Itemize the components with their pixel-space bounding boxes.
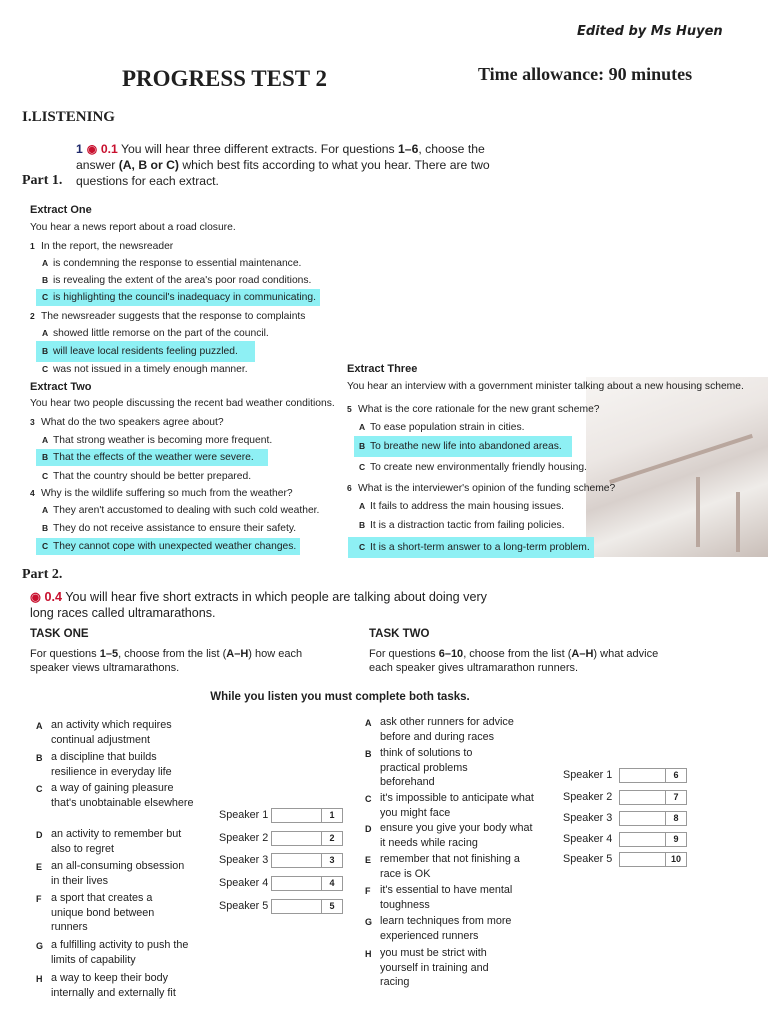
extract-two-context: You hear two people discussing the recent bad weather conditions. xyxy=(30,398,335,409)
q3-option-c[interactable]: C That the country should be better prepared. xyxy=(42,471,252,482)
task-one-title: TASK ONE xyxy=(30,628,89,640)
question-1: 1 In the report, the newsreader xyxy=(30,241,174,252)
speaker-answer-box[interactable]: Speaker 4 4 xyxy=(219,876,341,891)
list-item: B think of solutions to practical problems beforehand xyxy=(365,747,473,788)
editor-credit: Edited by Ms Huyen xyxy=(577,24,723,39)
q2-option-a[interactable]: A showed little remorse on the part of the council. xyxy=(42,328,269,339)
snow-photo xyxy=(586,377,768,557)
time-allowance: Time allowance: 90 minutes xyxy=(478,64,693,84)
q2-option-b[interactable]: B will leave local residents feeling puzzled. xyxy=(36,341,255,362)
q5-option-a[interactable]: A To ease population strain in cities. xyxy=(359,422,525,433)
task-two-title: TASK TWO xyxy=(369,628,430,640)
q1-option-a[interactable]: A is condemning the response to essential maintenance. xyxy=(42,258,302,269)
list-item: F it's essential to have mental toughness xyxy=(365,884,513,911)
q6-option-b[interactable]: B It is a distraction tactic from failing policies. xyxy=(359,520,565,531)
list-item: G learn techniques from more experienced runners xyxy=(365,915,512,942)
list-item: E an all-consuming obsession in their lives xyxy=(36,860,185,887)
speaker-answer-box[interactable]: Speaker 3 3 xyxy=(219,853,341,868)
task-two-desc: For questions 6–10, choose from the list (A–H) what advice each speaker gives ultramarathon runners. xyxy=(369,648,659,674)
question-4: 4 Why is the wildlife suffering so much from the weather? xyxy=(30,488,293,499)
q5-option-c[interactable]: C To create new environmentally friendly housing. xyxy=(359,462,587,473)
speaker-answer-box[interactable]: Speaker 3 8 xyxy=(563,811,685,826)
list-item: G a fulfilling activity to push the limits of capability xyxy=(36,939,189,966)
speaker-answer-box[interactable]: Speaker 2 2 xyxy=(219,831,341,846)
list-item: D ensure you give your body what it needs while racing xyxy=(365,822,533,849)
q3-option-b[interactable]: B That the effects of the weather were severe. xyxy=(36,449,268,466)
audio-track-icon[interactable]: ◉ 0.4 xyxy=(30,590,63,604)
speaker-answer-box[interactable]: Speaker 1 1 xyxy=(219,808,341,823)
list-item: A an activity which requires continual adjustment xyxy=(36,719,172,746)
part2-instruction: ◉ 0.4 You will hear five short extracts in which people are talking about doing very long races called ultramarathons. xyxy=(30,590,487,620)
list-item: A ask other runners for advice before and during races xyxy=(365,716,514,743)
list-item: F a sport that creates a unique bond between runners xyxy=(36,892,155,933)
q5-option-b[interactable]: B To breathe new life into abandoned areas. xyxy=(354,436,572,457)
extract-one-title: Extract One xyxy=(30,204,92,216)
part2-label: Part 2. xyxy=(22,567,63,582)
audio-track-icon[interactable]: ◉ 0.1 xyxy=(86,142,118,156)
list-item: E remember that not finishing a race is OK xyxy=(365,853,520,880)
question-number: 1 xyxy=(76,142,83,156)
list-item: B a discipline that builds resilience in everyday life xyxy=(36,751,172,778)
q2-option-c[interactable]: C was not issued in a timely enough manner. xyxy=(42,364,248,375)
question-2: 2 The newsreader suggests that the response to complaints xyxy=(30,311,306,322)
list-item: H a way to keep their body internally and externally fit xyxy=(36,972,176,999)
part1-label: Part 1. xyxy=(22,173,63,188)
q4-option-c[interactable]: C They cannot cope with unexpected weather changes. xyxy=(36,538,300,555)
q4-option-a[interactable]: A They aren't accustomed to dealing with such cold weather. xyxy=(42,505,320,516)
list-item: D an activity to remember but also to regret xyxy=(36,828,182,855)
part1-instruction: 1 ◉ 0.1 You will hear three different extracts. For questions 1–6, choose the answer (A, B or C) which best fits according to what you hear. There are two questions for each extract. xyxy=(76,142,490,188)
extract-two-title: Extract Two xyxy=(30,381,92,393)
q1-option-c[interactable]: C is highlighting the council's inadequacy in communicating. xyxy=(36,289,320,306)
question-3: 3 What do the two speakers agree about? xyxy=(30,417,224,428)
list-item: C it's impossible to anticipate what you might face xyxy=(365,792,534,819)
list-item: C a way of gaining pleasure that's unobtainable elsewhere xyxy=(36,782,194,809)
q1-option-b[interactable]: B is revealing the extent of the area's poor road conditions. xyxy=(42,275,312,286)
q6-option-a[interactable]: A It fails to address the main housing issues. xyxy=(359,501,565,512)
question-5: 5 What is the core rationale for the new grant scheme? xyxy=(347,404,600,415)
extract-three-context: You hear an interview with a government minister talking about a new housing scheme. xyxy=(347,381,744,392)
task-instruction: While you listen you must complete both tasks. xyxy=(210,691,470,703)
q4-option-b[interactable]: B They do not receive assistance to ensure their safety. xyxy=(42,523,297,534)
speaker-answer-box[interactable]: Speaker 2 7 xyxy=(563,790,685,805)
speaker-answer-box[interactable]: Speaker 5 10 xyxy=(563,852,685,867)
speaker-answer-box[interactable]: Speaker 1 6 xyxy=(563,768,685,783)
extract-one-context: You hear a news report about a road closure. xyxy=(30,222,236,233)
q6-option-c[interactable]: C It is a short-term answer to a long-term problem. xyxy=(348,537,594,558)
speaker-answer-box[interactable]: Speaker 5 5 xyxy=(219,899,341,914)
task-one-desc: For questions 1–5, choose from the list (A–H) how each speaker views ultramarathons. xyxy=(30,648,303,674)
section-heading: I.LISTENING xyxy=(22,109,115,125)
extract-three-title: Extract Three xyxy=(347,363,418,375)
question-6: 6 What is the interviewer's opinion of the funding scheme? xyxy=(347,483,616,494)
page-title: PROGRESS TEST 2 xyxy=(122,66,327,91)
q3-option-a[interactable]: A That strong weather is becoming more frequent. xyxy=(42,435,273,446)
speaker-answer-box[interactable]: Speaker 4 9 xyxy=(563,832,685,847)
list-item: H you must be strict with yourself in training and racing xyxy=(365,947,489,988)
